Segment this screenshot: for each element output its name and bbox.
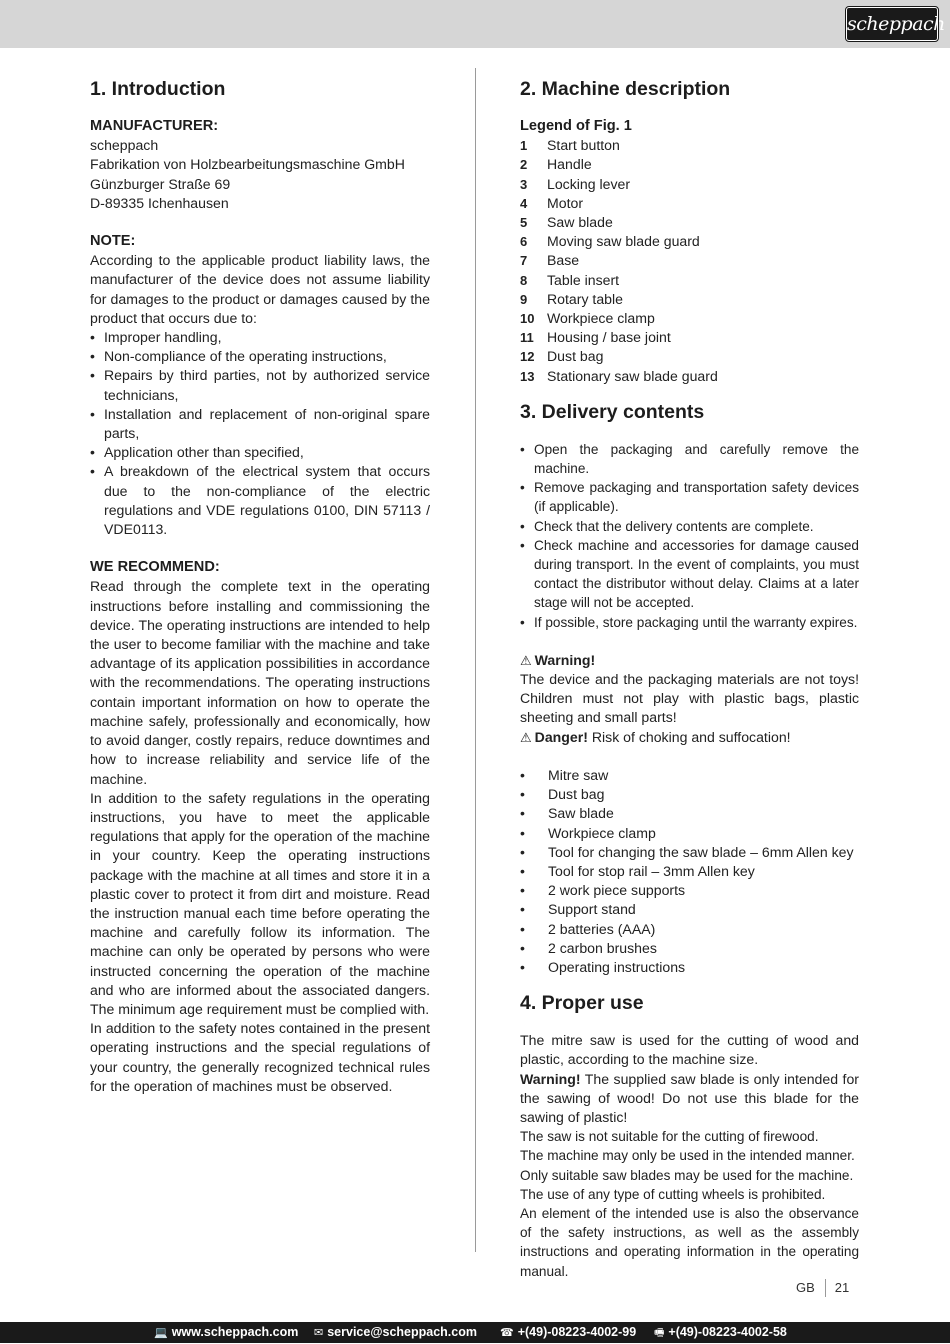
legend-label-text: Rotary table xyxy=(547,290,623,307)
list-item: • Tool for stop rail – 3mm Allen key xyxy=(520,862,859,881)
list-item: • 2 work piece supports xyxy=(520,881,859,900)
legend-row xyxy=(520,155,859,174)
phone-text: +(49)-08223-4002-99 xyxy=(517,1325,637,1339)
page-language: GB xyxy=(796,1279,826,1297)
legend-row xyxy=(520,309,859,328)
legend-list xyxy=(520,136,859,386)
list-item: • Remove packaging and transportation safety devices (if applicable). xyxy=(520,478,859,516)
page-indicator xyxy=(796,1279,849,1297)
legend-number: 1 xyxy=(520,138,528,154)
legend-number: 12 xyxy=(520,349,535,365)
note-text: According to the applicable product liability laws, the manufacturer of the device does not assume liability for damages to the product or damages caused by the product that occurs due to: xyxy=(90,252,430,326)
fax-icon: 🖷 xyxy=(654,1327,665,1339)
legend-label-text: Housing / base joint xyxy=(547,329,671,346)
legend-row xyxy=(520,328,859,347)
legend-label-text: Stationary saw blade guard xyxy=(547,367,718,384)
note-list xyxy=(90,328,430,539)
legend-row xyxy=(520,290,859,309)
list-item: • Support stand xyxy=(520,900,859,919)
recommend-label: WE RECOMMEND: xyxy=(90,559,220,576)
legend-number: 10 xyxy=(520,311,535,327)
proper-use-heading: 4. Proper use xyxy=(520,992,644,1015)
list-item: • Check that the delivery contents are complete. xyxy=(520,517,859,536)
note-label: NOTE: xyxy=(90,233,136,250)
legend-number: 8 xyxy=(520,272,528,288)
legend-number: 2 xyxy=(520,157,528,173)
legend-number: 5 xyxy=(520,215,528,231)
legend-label: Legend of Fig. 1 xyxy=(520,118,632,134)
footer-fax xyxy=(654,1322,787,1344)
legend-row xyxy=(520,251,859,270)
recommend-paragraph: In addition to the safety regulations in the operating instructions, you have to meet the applicable regulations that apply for the operation of the machine in your country. Keep the operating instructions package with the machine at all times and store it in a plastic cover to protect it from dirt and moisture. Read the instruction manual each time before operating the machine and carefully follow its information. The machine can only be operated by persons who were instructed concerning the operation of the machine and who are informed about the associated dangers. The minimum age requirement must be complied with. xyxy=(90,789,430,1017)
use-lines xyxy=(520,1127,859,1281)
list-item: • Check machine and accessories for damage caused during transport. In the event of complaints, you must contact the distributor without delay. Claims at a later stage will not be accepted. xyxy=(520,536,859,613)
manufacturer-address xyxy=(90,136,430,213)
danger-line xyxy=(520,728,859,747)
manufacturer-line: Fabrikation von Holzbearbeitungsmaschine GmbH xyxy=(90,156,405,173)
legend-label-text: Saw blade xyxy=(547,214,613,231)
list-item: • Operating instructions xyxy=(520,958,859,977)
use-line: The machine may only be used in the intended manner. xyxy=(520,1148,855,1164)
manufacturer-line: Günzburger Straße 69 xyxy=(90,175,231,192)
use-line: The use of any type of cutting wheels is prohibited. xyxy=(520,1186,826,1202)
legend-row xyxy=(520,347,859,366)
list-item: • Mitre saw xyxy=(520,766,859,785)
column-divider xyxy=(475,68,476,1252)
use-warning-label: Warning! xyxy=(520,1070,581,1087)
computer-icon: 💻 xyxy=(154,1327,168,1339)
warning-triangle-icon: ⚠ xyxy=(520,652,532,668)
recommend-paragraph: Read through the complete text in the operating instructions before installing and commissioning the device. The operating instructions are intended to help the user to become familiar with the machine and take advantage of its application possibilities in accordance with the recommendations. The operating instructions contain important information on how to operate the machine safely, professionally and economically, how to avoid danger, costly repairs, reduce downtimes and how to increase reliability and service life of the machine. xyxy=(90,578,430,787)
legend-number: 6 xyxy=(520,234,528,250)
legend-label-text: Base xyxy=(547,252,580,269)
manufacturer-label: MANUFACTURER: xyxy=(90,118,219,134)
list-item: • Workpiece clamp xyxy=(520,824,859,843)
fax-text: +(49)-08223-4002-58 xyxy=(668,1325,787,1339)
top-header-bar xyxy=(0,0,950,48)
list-item: • Installation and replacement of non-original spare parts, xyxy=(90,405,430,443)
manufacturer-line: scheppach xyxy=(90,137,159,154)
list-item: • Repairs by third parties, not by authorized service technicians, xyxy=(90,366,430,404)
list-item: • Improper handling, xyxy=(90,328,430,347)
legend-number: 7 xyxy=(520,253,528,269)
delivery-steps-list xyxy=(520,440,859,632)
contents-list xyxy=(520,766,859,977)
danger-text: Risk of choking and suffocation! xyxy=(587,728,791,745)
manufacturer-line: D-89335 Ichenhausen xyxy=(90,194,229,211)
footer-phone[interactable] xyxy=(500,1322,636,1344)
recommend-paragraph: In addition to the safety notes contained in the present operating instructions and the special regulations of your country, the generally recognized technical rules for the operation of machines must be observed. xyxy=(90,1020,430,1094)
list-item: • Non-compliance of the operating instructions, xyxy=(90,347,430,366)
warning-label: Warning! xyxy=(534,651,596,668)
list-item: • 2 batteries (AAA) xyxy=(520,920,859,939)
legend-label-text: Moving saw blade guard xyxy=(547,233,700,250)
legend-number: 4 xyxy=(520,195,528,211)
website-text: www.scheppach.com xyxy=(171,1325,299,1339)
legend-label-text: Locking lever xyxy=(547,175,631,192)
list-item: • Saw blade xyxy=(520,804,859,823)
use-intro: The mitre saw is used for the cutting of wood and plastic, according to the machine size. xyxy=(520,1032,859,1068)
left-column xyxy=(90,77,430,1096)
legend-row xyxy=(520,367,859,386)
legend-label-text: Workpiece clamp xyxy=(547,310,655,327)
danger-label: Danger! xyxy=(534,728,588,745)
warning-triangle-icon: ⚠ xyxy=(520,729,532,745)
scheppach-logo: scheppach xyxy=(846,7,938,41)
legend-label-text: Dust bag xyxy=(547,348,604,365)
legend-label-text: Start button xyxy=(547,137,620,154)
machine-description-heading: 2. Machine description xyxy=(520,78,731,100)
email-text: service@scheppach.com xyxy=(327,1325,477,1339)
list-item: • If possible, store packaging until the warranty expires. xyxy=(520,613,859,632)
list-item: • A breakdown of the electrical system that occurs due to the non-compliance of the electric regulations and VDE regulations 0100, DIN 57113 / VDE0113. xyxy=(90,462,430,539)
legend-label-text: Handle xyxy=(547,156,592,173)
use-warning xyxy=(520,1070,859,1128)
page-number: 21 xyxy=(834,1280,850,1295)
footer-email[interactable] xyxy=(314,1322,477,1344)
list-item: • 2 carbon brushes xyxy=(520,939,859,958)
legend-number: 13 xyxy=(520,368,535,384)
list-item: • Dust bag xyxy=(520,785,859,804)
use-line: The saw is not suitable for the cutting of firewood. xyxy=(520,1129,819,1145)
warning-heading xyxy=(520,651,859,670)
use-line: Only suitable saw blades may be used for the machine. xyxy=(520,1167,854,1183)
footer-bar xyxy=(0,1322,950,1343)
legend-number: 3 xyxy=(520,176,528,192)
list-item: • Tool for changing the saw blade – 6mm Allen key xyxy=(520,843,859,862)
legend-row xyxy=(520,271,859,290)
legend-label-text: Table insert xyxy=(547,271,620,288)
list-item: • Open the packaging and carefully remove the machine. xyxy=(520,440,859,478)
phone-icon: ☎ xyxy=(500,1327,514,1339)
use-line: An element of the intended use is also the observance of the safety instructions, as well as the assembly instructions and operating information in the operating manual. xyxy=(520,1205,859,1279)
legend-row xyxy=(520,136,859,155)
list-item: • Application other than specified, xyxy=(90,443,430,462)
mail-icon: ✉ xyxy=(314,1327,324,1339)
footer-website[interactable] xyxy=(154,1322,298,1344)
delivery-contents-heading: 3. Delivery contents xyxy=(520,400,705,423)
warning-text: The device and the packaging materials are not toys! Children must not play with plastic bags, plastic sheeting and small parts! xyxy=(520,671,859,726)
legend-row xyxy=(520,175,859,194)
legend-row xyxy=(520,194,859,213)
legend-number: 11 xyxy=(520,330,534,346)
introduction-heading: 1. Introduction xyxy=(90,78,226,100)
legend-row xyxy=(520,232,859,251)
legend-label-text: Motor xyxy=(547,194,584,211)
legend-number: 9 xyxy=(520,291,528,307)
legend-row xyxy=(520,213,859,232)
right-column xyxy=(520,77,859,1281)
use-warning-text: The supplied saw blade is only intended for the sawing of wood! Do not use this blade for the sawing of plastic! xyxy=(520,1070,859,1125)
